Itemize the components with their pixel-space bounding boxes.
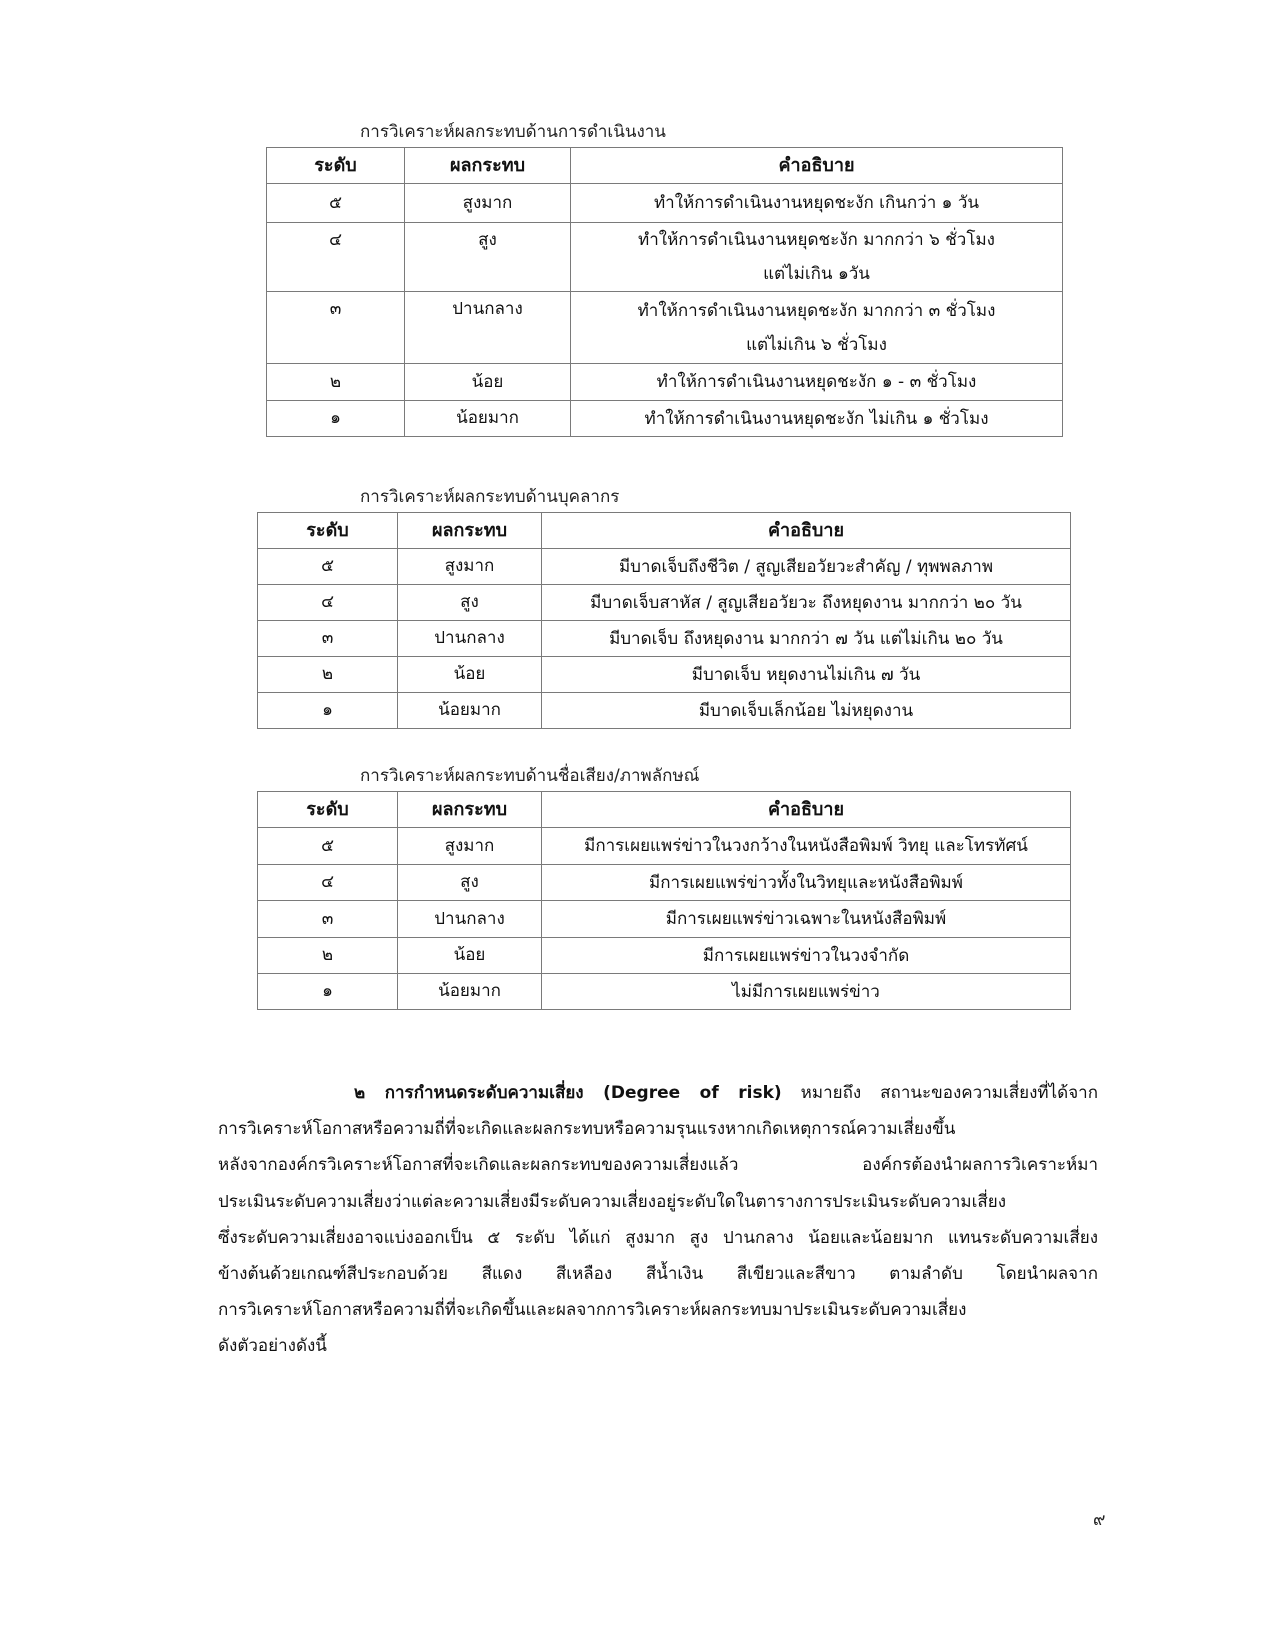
paragraph-line: หลังจากองค์กรวิเคราะห์โอกาสที่จะเกิดและผลกระทบของความเสี่ยงแล้ว องค์กรต้องนำผลการวิเคราะห์มา (218, 1155, 1098, 1176)
impact-cell: ปานกลาง (398, 621, 542, 657)
level-cell: ๕ (258, 828, 398, 865)
table-row (258, 828, 1071, 865)
level-cell: ๕ (267, 184, 405, 223)
level-cell: ๔ (267, 223, 405, 292)
level-cell: ๑ (267, 401, 405, 437)
description-cell (571, 292, 1063, 364)
impact-cell: สูง (405, 223, 571, 292)
table-row (258, 585, 1071, 621)
impact-cell: ปานกลาง (398, 901, 542, 938)
level-cell: ๔ (258, 585, 398, 621)
description-cell: มีบาดเจ็บเล็กน้อย ไม่หยุดงาน (542, 693, 1071, 729)
level-cell: ๒ (258, 938, 398, 974)
description-line: แต่ไม่เกิน ๑วัน (763, 264, 870, 284)
description-cell: ไม่มีการเผยแพร่ข่าว (542, 974, 1071, 1010)
section-heading: ๒ การกำหนดระดับความเสี่ยง (Degree of risk) (354, 1083, 782, 1103)
operations-impact-table (266, 147, 1063, 437)
table-row (258, 974, 1071, 1010)
header-description: คำอธิบาย (571, 148, 1063, 184)
paragraph-text: หมายถึง สถานะของความเสี่ยงที่ได้จาก (800, 1083, 1098, 1103)
table-row (267, 401, 1063, 437)
table-caption-operations: การวิเคราะห์ผลกระทบด้านการดำเนินงาน (360, 122, 666, 142)
level-cell: ๑ (258, 974, 398, 1010)
description-cell: ทำให้การดำเนินงานหยุดชะงัก ๑ - ๓ ชั่วโมง (571, 364, 1063, 401)
description-cell: มีการเผยแพร่ข่าวในวงจำกัด (542, 938, 1071, 974)
level-cell: ๓ (258, 621, 398, 657)
impact-cell: สูง (398, 585, 542, 621)
table-row (267, 223, 1063, 292)
impact-cell: สูง (398, 865, 542, 901)
table-row (258, 865, 1071, 901)
table-row (267, 364, 1063, 401)
table-header-row (267, 148, 1063, 184)
description-cell: มีบาดเจ็บ ถึงหยุดงาน มากกว่า ๗ วัน แต่ไม่เกิน ๒๐ วัน (542, 621, 1071, 657)
paragraph-line (218, 1075, 1098, 1111)
level-cell: ๒ (258, 657, 398, 693)
header-impact: ผลกระทบ (405, 148, 571, 184)
description-cell: มีบาดเจ็บสาหัส / สูญเสียอวัยวะ ถึงหยุดงาน มากกว่า ๒๐ วัน (542, 585, 1071, 621)
description-cell: มีการเผยแพร่ข่าวในวงกว้างในหนังสือพิมพ์ วิทยุ และโทรทัศน์ (542, 828, 1071, 865)
table-row (258, 693, 1071, 729)
description-cell: มีบาดเจ็บถึงชีวิต / สูญเสียอวัยวะสำคัญ / ทุพพลภาพ (542, 549, 1071, 585)
paragraph-line: ดังตัวอย่างดังนี้ (218, 1336, 327, 1357)
header-description: คำอธิบาย (542, 792, 1071, 828)
header-level: ระดับ (258, 513, 398, 549)
level-cell: ๕ (258, 549, 398, 585)
reputation-impact-table (257, 791, 1071, 1010)
level-cell: ๓ (258, 901, 398, 938)
header-impact: ผลกระทบ (398, 513, 542, 549)
description-cell: ทำให้การดำเนินงานหยุดชะงัก เกินกว่า ๑ วัน (571, 184, 1063, 223)
header-level: ระดับ (267, 148, 405, 184)
personnel-impact-table (257, 512, 1071, 729)
header-description: คำอธิบาย (542, 513, 1071, 549)
impact-cell: น้อย (405, 364, 571, 401)
table-row (258, 901, 1071, 938)
table-row (258, 549, 1071, 585)
table-header-row (258, 513, 1071, 549)
table-caption-personnel: การวิเคราะห์ผลกระทบด้านบุคลากร (360, 487, 620, 507)
description-cell: มีการเผยแพร่ข่าวเฉพาะในหนังสือพิมพ์ (542, 901, 1071, 938)
header-impact: ผลกระทบ (398, 792, 542, 828)
description-cell (571, 223, 1063, 292)
impact-cell: น้อยมาก (398, 693, 542, 729)
table-row (258, 621, 1071, 657)
impact-cell: น้อย (398, 657, 542, 693)
table-row (258, 657, 1071, 693)
impact-cell: สูงมาก (398, 549, 542, 585)
level-cell: ๔ (258, 865, 398, 901)
paragraph-line: การวิเคราะห์โอกาสหรือความถี่ที่จะเกิดขึ้นและผลจากการวิเคราะห์ผลกระทบมาประเมินระดับความเสี่ยง (218, 1300, 967, 1321)
impact-cell: สูงมาก (405, 184, 571, 223)
degree-of-risk-paragraph (218, 1075, 1098, 1365)
level-cell: ๒ (267, 364, 405, 401)
description-line: ทำให้การดำเนินงานหยุดชะงัก มากกว่า ๖ ชั่วโมง (638, 230, 995, 250)
paragraph-line: ซึ่งระดับความเสี่ยงอาจแบ่งออกเป็น ๕ ระดับ ได้แก่ สูงมาก สูง ปานกลาง น้อยและน้อยมาก แทนระดับความเสี่ยง (218, 1227, 1098, 1248)
header-level: ระดับ (258, 792, 398, 828)
description-cell: มีการเผยแพร่ข่าวทั้งในวิทยุและหนังสือพิมพ์ (542, 865, 1071, 901)
description-line: แต่ไม่เกิน ๖ ชั่วโมง (746, 334, 887, 355)
description-line: ทำให้การดำเนินงานหยุดชะงัก มากกว่า ๓ ชั่วโมง (637, 300, 996, 321)
impact-cell: น้อยมาก (405, 401, 571, 437)
page-number: ๙ (1093, 1510, 1106, 1530)
paragraph-line: การวิเคราะห์โอกาสหรือความถี่ที่จะเกิดและผลกระทบหรือความรุนแรงหากเกิดเหตุการณ์ความเสี่ยงขึ้น (218, 1119, 956, 1140)
impact-cell: น้อย (398, 938, 542, 974)
table-caption-reputation: การวิเคราะห์ผลกระทบด้านชื่อเสียง/ภาพลักษณ์ (360, 766, 700, 786)
impact-cell: สูงมาก (398, 828, 542, 865)
impact-cell: น้อยมาก (398, 974, 542, 1010)
level-cell: ๑ (258, 693, 398, 729)
paragraph-line: ข้างต้นด้วยเกณฑ์สีประกอบด้วย สีแดง สีเหลือง สีน้ำเงิน สีเขียวและสีขาว ตามลำดับ โดยนำผลจาก (218, 1264, 1098, 1285)
description-cell: ทำให้การดำเนินงานหยุดชะงัก ไม่เกิน ๑ ชั่วโมง (571, 401, 1063, 437)
table-header-row (258, 792, 1071, 828)
paragraph-line: ประเมินระดับความเสี่ยงว่าแต่ละความเสี่ยงมีระดับความเสี่ยงอยู่ระดับใดในตารางการประเมินระดับความเสี่ยง (218, 1191, 1007, 1212)
table-row (267, 292, 1063, 364)
impact-cell: ปานกลาง (405, 292, 571, 364)
level-cell: ๓ (267, 292, 405, 364)
description-cell: มีบาดเจ็บ หยุดงานไม่เกิน ๗ วัน (542, 657, 1071, 693)
table-row (258, 938, 1071, 974)
table-row (267, 184, 1063, 223)
